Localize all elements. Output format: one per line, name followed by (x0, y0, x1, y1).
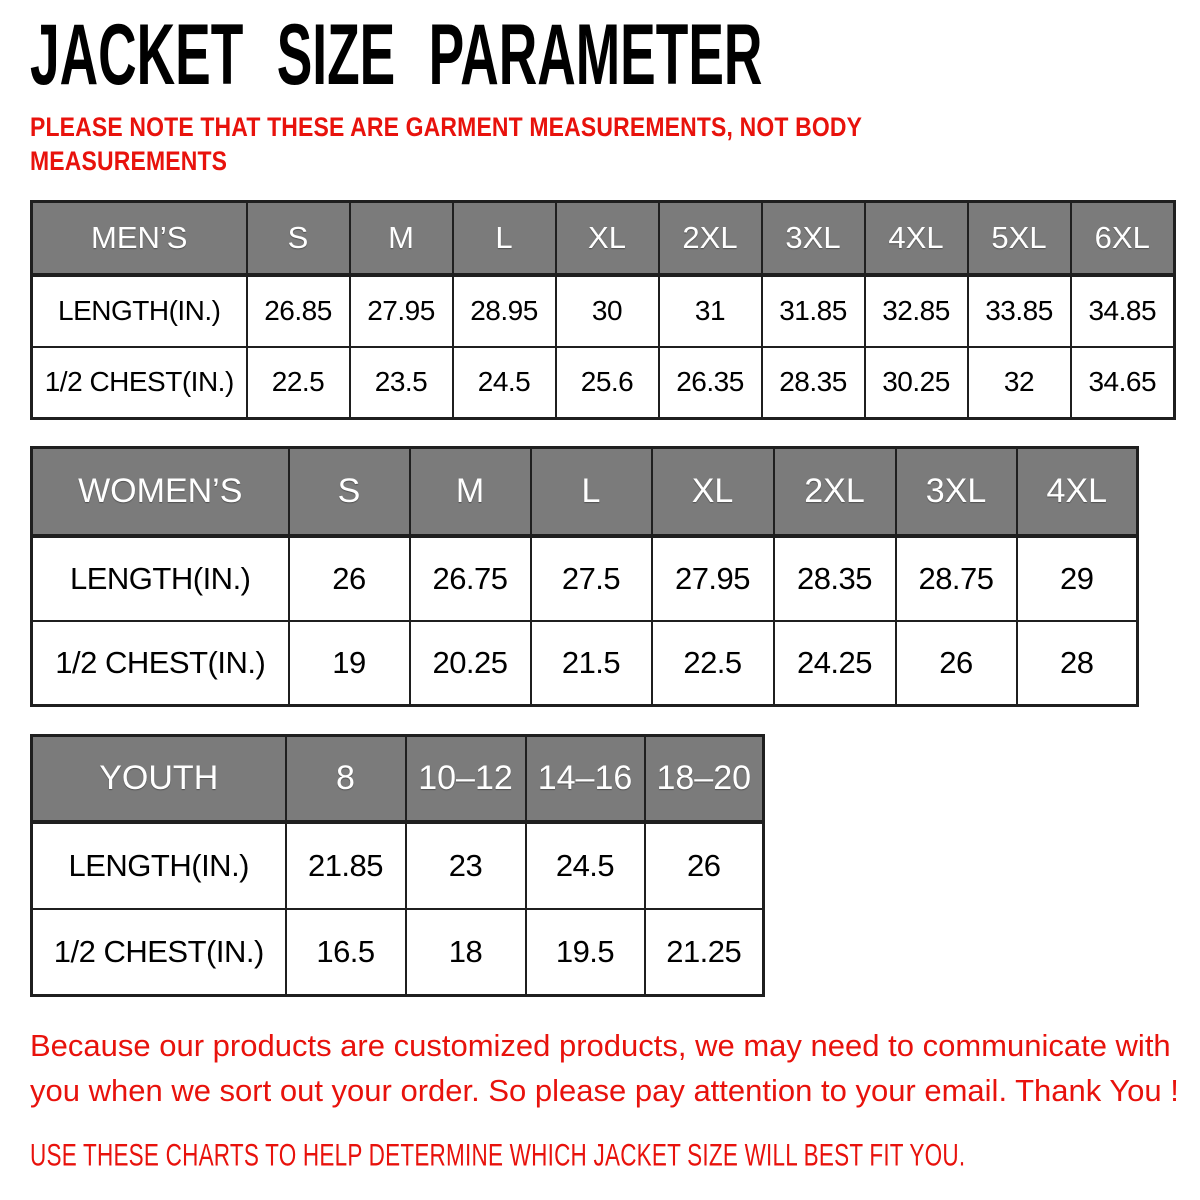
value-cell: 16.5 (286, 909, 406, 996)
value-cell: 29 (1017, 536, 1138, 621)
size-header-xl: XL (556, 202, 659, 275)
size-header-m: M (410, 448, 531, 536)
value-cell: 20.25 (410, 621, 531, 706)
value-cell: 26.35 (659, 347, 762, 419)
youth-header-row (32, 736, 764, 822)
value-cell: 26 (896, 621, 1017, 706)
value-cell: 34.85 (1071, 275, 1175, 347)
size-header-18-20: 18–20 (645, 736, 764, 822)
size-header-6xl: 6XL (1071, 202, 1175, 275)
value-cell: 22.5 (652, 621, 774, 706)
row-label-chest: 1/2 CHEST(IN.) (32, 909, 286, 996)
womens-table-title: WOMEN’S (32, 448, 289, 536)
size-header-14-16: 14–16 (526, 736, 645, 822)
size-header-8: 8 (286, 736, 406, 822)
size-header-4xl: 4XL (1017, 448, 1138, 536)
youth-chest-row (32, 909, 764, 996)
page-title (30, 7, 1200, 103)
value-cell: 31.85 (762, 275, 865, 347)
value-cell: 26.75 (410, 536, 531, 621)
value-cell: 27.95 (652, 536, 774, 621)
row-label-length: LENGTH(IN.) (32, 822, 286, 909)
value-cell: 32 (968, 347, 1071, 419)
mens-length-row (32, 275, 1175, 347)
value-cell: 28 (1017, 621, 1138, 706)
value-cell: 21.5 (531, 621, 652, 706)
value-cell: 18 (406, 909, 526, 996)
womens-chest-row (32, 621, 1138, 706)
womens-length-row (32, 536, 1138, 621)
page-title-text: JACKET SIZE PARAMETER (30, 7, 763, 103)
value-cell: 25.6 (556, 347, 659, 419)
womens-header-row (32, 448, 1138, 536)
value-cell: 27.95 (350, 275, 453, 347)
value-cell: 21.25 (645, 909, 764, 996)
value-cell: 24.5 (526, 822, 645, 909)
mens-header-row (32, 202, 1175, 275)
size-header-3xl: 3XL (762, 202, 865, 275)
size-header-4xl: 4XL (865, 202, 968, 275)
chart-usage-note-text: USE THESE CHARTS TO HELP DETERMINE WHICH JACKET SIZE WILL BEST FIT YOU. (30, 1138, 966, 1173)
size-header-xl: XL (652, 448, 774, 536)
value-cell: 19.5 (526, 909, 645, 996)
size-header-l: L (531, 448, 652, 536)
row-label-chest: 1/2 CHEST(IN.) (32, 621, 289, 706)
value-cell: 28.95 (453, 275, 556, 347)
womens-size-table (30, 446, 1139, 707)
youth-size-table (30, 734, 765, 997)
value-cell: 32.85 (865, 275, 968, 347)
value-cell: 26.85 (247, 275, 350, 347)
size-header-s: S (247, 202, 350, 275)
customization-notice: Because our products are customized products, we may need to communicate with you when we sort out your order. So please pay attention to your email. Thank You ! (30, 1028, 1179, 1108)
youth-table-title: YOUTH (32, 736, 286, 822)
value-cell: 23.5 (350, 347, 453, 419)
row-label-length: LENGTH(IN.) (32, 275, 247, 347)
garment-measurement-note-text: PLEASE NOTE THAT THESE ARE GARMENT MEASUREMENTS, NOT BODY MEASUREMENTS (30, 112, 862, 176)
youth-length-row (32, 822, 764, 909)
value-cell: 23 (406, 822, 526, 909)
row-label-length: LENGTH(IN.) (32, 536, 289, 621)
value-cell: 21.85 (286, 822, 406, 909)
value-cell: 26 (289, 536, 410, 621)
size-header-s: S (289, 448, 410, 536)
size-header-3xl: 3XL (896, 448, 1017, 536)
value-cell: 26 (645, 822, 764, 909)
value-cell: 33.85 (968, 275, 1071, 347)
chart-usage-note (30, 1137, 1200, 1175)
size-header-l: L (453, 202, 556, 275)
row-label-chest: 1/2 CHEST(IN.) (32, 347, 247, 419)
value-cell: 24.25 (774, 621, 896, 706)
value-cell: 30 (556, 275, 659, 347)
mens-table-title: MEN’S (32, 202, 247, 275)
value-cell: 31 (659, 275, 762, 347)
size-header-10-12: 10–12 (406, 736, 526, 822)
mens-chest-row (32, 347, 1175, 419)
mens-size-table (30, 200, 1176, 420)
garment-measurement-note (30, 110, 1065, 178)
size-header-m: M (350, 202, 453, 275)
value-cell: 28.35 (774, 536, 896, 621)
value-cell: 27.5 (531, 536, 652, 621)
value-cell: 30.25 (865, 347, 968, 419)
value-cell: 19 (289, 621, 410, 706)
value-cell: 28.35 (762, 347, 865, 419)
size-header-2xl: 2XL (659, 202, 762, 275)
size-header-5xl: 5XL (968, 202, 1071, 275)
value-cell: 34.65 (1071, 347, 1175, 419)
value-cell: 22.5 (247, 347, 350, 419)
value-cell: 28.75 (896, 536, 1017, 621)
value-cell: 24.5 (453, 347, 556, 419)
size-header-2xl: 2XL (774, 448, 896, 536)
